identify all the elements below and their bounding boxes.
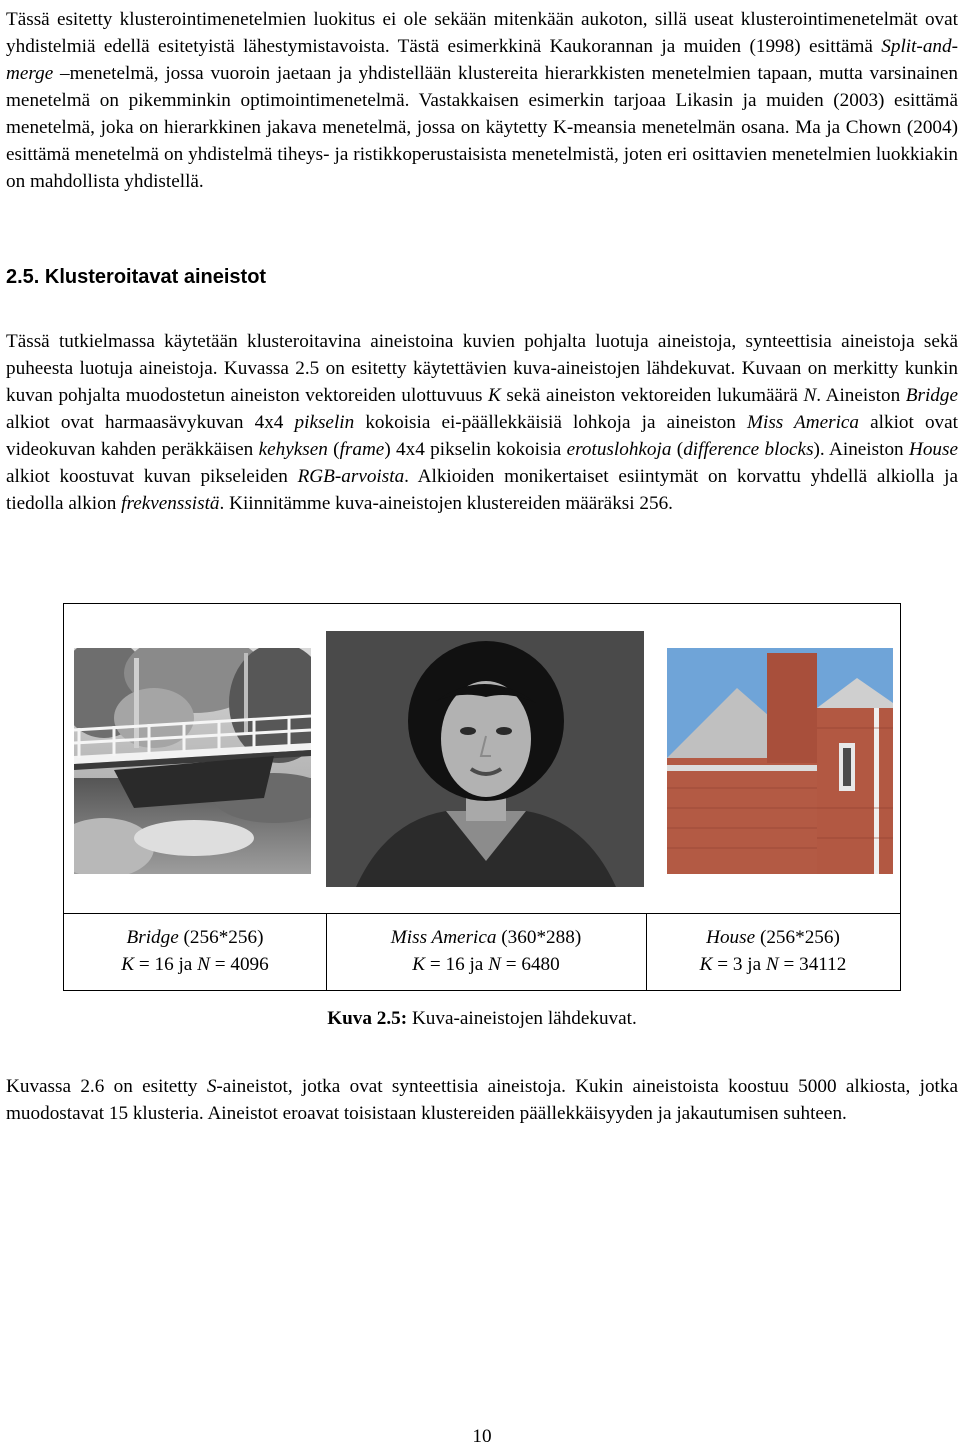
text: = 16 ja [134,954,198,975]
figure-divider [64,913,900,914]
text: sekä aineiston vektoreiden lukumäärä [500,385,804,406]
dataset-name: House [706,927,756,948]
text: . Alkioiden monikertaiset esiintymät on korvattu yhdellä alkiolla ja tiedolla alkion [6,466,958,514]
text: ). Aineiston [813,439,909,460]
figure-table [63,603,901,991]
text-italic: Split-and-merge [6,36,958,84]
var-n: N [488,954,501,975]
text: Tässä tutkielmassa käytetään klusteroitavina aineistoina kuvien pohjalta luotuja aineistoja, synteettisia aineistoja sekä puheesta luotuja aineistoja. Kuvassa 2.5 on esitetty käytettävien kuva-aineistojen lähdekuvat. Kuvaan on merkitty kunkin kuvan pohjalta muodostetun aineiston vektoreiden ulottuvuus [6,331,958,406]
section-heading: 2.5. Klusteroitavat aineistot [6,266,267,288]
text-italic: RGB-arvoista [297,466,405,487]
text: ) 4x4 pikselin kokoisia [384,439,567,460]
text-italic: frekvenssistä [121,493,220,514]
var-k: K [412,954,426,975]
figure-caption [6,1008,958,1030]
bridge-image [74,648,311,874]
text-italic: S [206,1076,217,1097]
var-n: N [197,954,210,975]
dataset-size: (256*256) [178,927,264,948]
var-n: N [765,954,779,975]
caption-house [646,924,900,984]
house-image [667,648,893,874]
text: ( [671,439,684,460]
text-italic: frame [339,439,385,460]
text: = 34112 [778,954,847,975]
dataset-size: (360*288) [496,927,582,948]
text: = 3 ja [712,954,766,975]
text-italic: pikselin [294,412,355,433]
text: Tässä esitetty klusterointimenetelmien luokitus ei ole sekään mitenkään aukoton, sillä useat klusterointimenetelmät ovat yhdistelmiä edellä esitetyistä lähestymistavoista. Tästä esimerkkinä Kaukorannan ja muiden (1998) esittämä [6,9,958,57]
paragraph-synthetic [6,1073,958,1127]
dataset-name: Bridge [126,927,179,948]
miss-america-image [326,631,644,887]
text: alkiot koostuvat kuvan pikseleiden [6,466,298,487]
var-k: K [699,954,713,975]
text: alkiot ovat harmaasävykuvan 4x4 [6,412,295,433]
text: –menetelmä, jossa vuoroin jaetaan ja yhdistellään klustereita hierarkkisten menetelmien tapaan, mutta varsinainen menetelmä on pikemminkin optimointimenetelmä. Vastakkaisen esimerkin tarjoaa Likasin ja muiden (2003) esittämä menetelmä, joka on hierarkkinen jakava menetelmä, jossa on käytetty K-meansia menetelmän osana. Ma ja Chown (2004) esittämä menetelmä on yhdistelmä tiheys- ja ristikkoperustaisista menetelmistä, joten eri osittavien menetelmien luokkiakin on mahdollista yhdistellä. [6,63,958,192]
text: . Kiinnitämme kuva-aineistojen klustereiden määräksi 256. [219,493,673,514]
text: kokoisia ei-päällekkäisiä lohkoja ja aineiston [354,412,747,433]
text-italic: kehyksen [258,439,328,460]
text: ( [327,439,340,460]
text: = 4096 [209,954,269,975]
text: . Aineiston [816,385,906,406]
text: = 16 ja [425,954,489,975]
dataset-name: Miss America [390,927,497,948]
caption-miss-america [326,924,646,984]
text: = 6480 [500,954,560,975]
text-italic: erotuslohkoja [566,439,672,460]
caption-bridge [64,924,326,984]
text-italic: Miss America [747,412,860,433]
dataset-size: (256*256) [755,927,840,948]
text-italic: Bridge [905,385,958,406]
figure-label: Kuva 2.5: [327,1008,408,1029]
var-k: K [121,954,135,975]
text-italic: N [803,385,817,406]
text: alkiot ovat videokuvan kahden peräkkäisen [6,412,958,460]
text: -aineistot, jotka ovat synteettisia aineistoja. Kukin aineistoista koostuu 5000 alkiosta, jotka muodostavat 15 klusteria. Aineistot eroavat toisistaan klustereiden päällekkäisyyden ja jakautumisen suhteen. [6,1076,958,1124]
paragraph-datasets [6,328,958,517]
text-italic: House [908,439,958,460]
figure-caption-text: Kuva-aineistojen lähdekuvat. [407,1008,637,1029]
page-number: 10 [472,1426,492,1447]
paragraph-intro [6,6,958,195]
text-italic: difference blocks [683,439,814,460]
text-italic: K [488,385,501,406]
text: Kuvassa 2.6 on esitetty [6,1076,207,1097]
